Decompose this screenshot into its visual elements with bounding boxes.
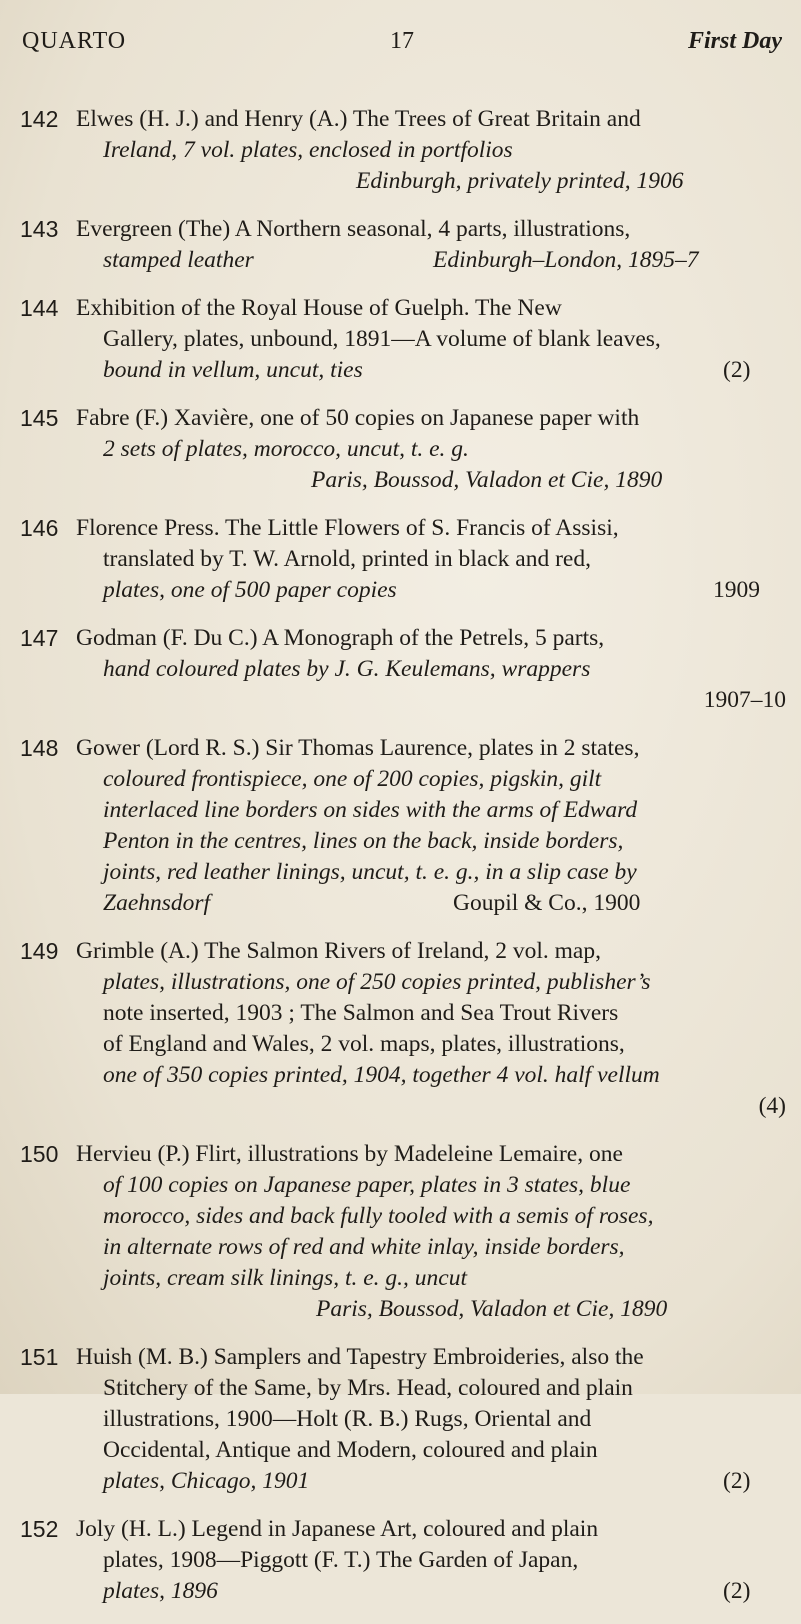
lot-line: plates, illustrations, one of 250 copies printed, publisher’s	[103, 969, 651, 995]
lot-volume-count: (4)	[758, 1093, 786, 1119]
lot-number: 143	[20, 216, 59, 242]
lot-line: Hervieu (P.) Flirt, illustrations by Madeleine Lemaire, one	[76, 1141, 623, 1167]
lot-line: Grimble (A.) The Salmon Rivers of Ireland, 2 vol. map,	[76, 938, 601, 964]
lot-description	[76, 936, 786, 1122]
lot-volume-count: (2)	[723, 1468, 751, 1494]
lot-imprint: Paris, Boussod, Valadon et Cie, 1890	[316, 1296, 668, 1322]
lot-line: Gallery, plates, unbound, 1891—A volume of blank leaves,	[103, 326, 661, 352]
lot-line: note inserted, 1903 ; The Salmon and Sea Trout Rivers	[103, 1000, 619, 1026]
lot-line: joints, red leather linings, uncut, t. e. g., in a slip case by	[103, 859, 637, 885]
lot-line: interlaced line borders on sides with the arms of Edward	[103, 797, 638, 823]
lot-entry	[0, 513, 801, 606]
lot-line: Ireland, 7 vol. plates, enclosed in portfolios	[103, 137, 513, 163]
lot-description	[76, 293, 786, 386]
lot-line: plates, 1908—Piggott (F. T.) The Garden of Japan,	[103, 1547, 579, 1573]
lot-date: 1907–10	[703, 687, 786, 713]
lot-line: in alternate rows of red and white inlay, inside borders,	[103, 1234, 625, 1260]
lot-line: 2 sets of plates, morocco, uncut, t. e. g.	[103, 436, 469, 462]
lot-entry	[0, 104, 801, 197]
lot-entry	[0, 1342, 801, 1497]
lot-volume-count: (2)	[723, 1578, 751, 1604]
lot-line: Huish (M. B.) Samplers and Tapestry Embroideries, also the	[76, 1344, 644, 1370]
lot-line: plates, one of 500 paper copies	[103, 577, 397, 603]
lot-entry	[0, 293, 801, 386]
lot-entry	[0, 214, 801, 276]
lot-list	[0, 104, 801, 1624]
lot-line: Godman (F. Du C.) A Monograph of the Petrels, 5 parts,	[76, 625, 605, 651]
lot-line: Zaehnsdorf	[103, 890, 211, 916]
lot-imprint: Edinburgh, privately printed, 1906	[356, 168, 684, 194]
lot-description	[76, 104, 786, 197]
lot-line: Joly (H. L.) Legend in Japanese Art, coloured and plain	[76, 1516, 599, 1542]
lot-line: translated by T. W. Arnold, printed in black and red,	[103, 546, 591, 572]
lot-line: Penton in the centres, lines on the back, inside borders,	[103, 828, 624, 854]
page-number: 17	[390, 28, 414, 54]
lot-date: 1909	[713, 577, 760, 603]
lot-line: bound in vellum, uncut, ties	[103, 357, 363, 383]
lot-description	[76, 1139, 786, 1325]
lot-description	[76, 513, 786, 606]
lot-line: illustrations, 1900—Holt (R. B.) Rugs, Oriental and	[103, 1406, 592, 1432]
lot-description	[76, 1342, 786, 1497]
lot-entry	[0, 1139, 801, 1325]
lot-line: plates, 1896	[103, 1578, 218, 1604]
lot-number: 145	[20, 405, 59, 431]
lot-line: Gower (Lord R. S.) Sir Thomas Laurence, plates in 2 states,	[76, 735, 640, 761]
header-day: First Day	[687, 28, 782, 54]
header-format: QUARTO	[22, 28, 127, 54]
lot-number: 149	[20, 938, 59, 964]
lot-number: 150	[20, 1141, 59, 1167]
lot-line: coloured frontispiece, one of 200 copies, pigskin, gilt	[103, 766, 602, 792]
lot-description	[76, 1514, 786, 1607]
lot-entry	[0, 403, 801, 496]
lot-imprint: Goupil & Co., 1900	[453, 890, 641, 916]
lot-entry	[0, 1514, 801, 1607]
lot-line: Evergreen (The) A Northern seasonal, 4 parts, illustrations,	[76, 216, 631, 242]
lot-imprint: Edinburgh–London, 1895–7	[433, 247, 699, 273]
lot-line: Occidental, Antique and Modern, coloured and plain	[103, 1437, 598, 1463]
lot-number: 152	[20, 1516, 59, 1542]
lot-line: Florence Press. The Little Flowers of S. Francis of Assisi,	[76, 515, 619, 541]
lot-volume-count: (2)	[723, 357, 751, 383]
lot-description	[76, 403, 786, 496]
lot-entry	[0, 936, 801, 1122]
lot-line: Stitchery of the Same, by Mrs. Head, coloured and plain	[103, 1375, 633, 1401]
lot-line: morocco, sides and back fully tooled with a semis of roses,	[103, 1203, 654, 1229]
lot-number: 144	[20, 295, 59, 321]
lot-description	[76, 214, 786, 276]
lot-line: stamped leather	[103, 247, 254, 273]
lot-line: of England and Wales, 2 vol. maps, plates, illustrations,	[103, 1031, 625, 1057]
lot-imprint: Paris, Boussod, Valadon et Cie, 1890	[311, 467, 663, 493]
lot-entry	[0, 733, 801, 919]
lot-description	[76, 733, 786, 919]
lot-line: joints, cream silk linings, t. e. g., uncut	[103, 1265, 467, 1291]
lot-number: 151	[20, 1344, 59, 1370]
lot-line: one of 350 copies printed, 1904, together 4 vol. half vellum	[103, 1062, 660, 1088]
lot-line: Fabre (F.) Xavière, one of 50 copies on Japanese paper with	[76, 405, 640, 431]
lot-line: Elwes (H. J.) and Henry (A.) The Trees of Great Britain and	[76, 106, 641, 132]
lot-number: 146	[20, 515, 59, 541]
lot-entry	[0, 623, 801, 716]
lot-description	[76, 623, 786, 716]
lot-line: hand coloured plates by J. G. Keulemans, wrappers	[103, 656, 591, 682]
page-header	[22, 28, 782, 62]
lot-line: Exhibition of the Royal House of Guelph. The New	[76, 295, 562, 321]
lot-line: of 100 copies on Japanese paper, plates in 3 states, blue	[103, 1172, 631, 1198]
lot-number: 147	[20, 625, 59, 651]
lot-line: plates, Chicago, 1901	[103, 1468, 310, 1494]
lot-number: 142	[20, 106, 59, 132]
lot-number: 148	[20, 735, 59, 761]
